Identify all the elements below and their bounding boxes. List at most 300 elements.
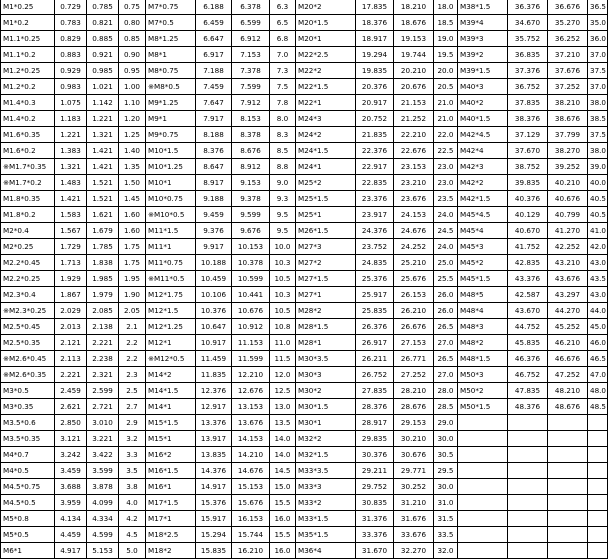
value-cell: 26.376: [356, 319, 394, 335]
value-cell: 20.676: [394, 79, 434, 95]
value-cell: 7.647: [196, 95, 232, 111]
value-cell: 31.376: [356, 511, 394, 527]
value-cell: 10.917: [196, 335, 232, 351]
value-cell: 46.752: [508, 367, 548, 383]
value-cell: 4.5: [119, 527, 146, 543]
value-cell: 1.25: [119, 127, 146, 143]
value-cell: 30.0: [434, 479, 458, 495]
value-cell: 12.210: [232, 367, 270, 383]
value-cell: 2.850: [55, 415, 87, 431]
value-cell: 20.376: [356, 79, 394, 95]
value-cell: 0.90: [119, 47, 146, 63]
thread-size-cell: M1.4*0.2: [1, 111, 55, 127]
value-cell: 0.829: [55, 31, 87, 47]
value-cell: 38.270: [548, 143, 588, 159]
value-cell: 15.294: [196, 527, 232, 543]
thread-size-cell: M8*1.25: [146, 31, 196, 47]
table-row: [1, 143, 608, 159]
value-cell: 1.421: [87, 143, 119, 159]
value-cell: 23.676: [394, 191, 434, 207]
table-row: [1, 319, 608, 335]
thread-size-cell: M10*1.5: [146, 143, 196, 159]
value-cell: 46.210: [548, 335, 588, 351]
value-cell: 22.917: [356, 159, 394, 175]
value-cell: 22.376: [356, 143, 394, 159]
value-cell: 0.883: [55, 47, 87, 63]
value-cell: 2.721: [87, 399, 119, 415]
value-cell: 19.835: [356, 63, 394, 79]
thread-size-cell: [458, 511, 508, 527]
value-cell: 29.835: [356, 431, 394, 447]
value-cell: 45.252: [548, 319, 588, 335]
thread-size-cell: M9*1.25: [146, 95, 196, 111]
value-cell: 13.917: [196, 431, 232, 447]
value-cell: 1.10: [119, 95, 146, 111]
table-row: [1, 383, 608, 399]
value-cell: 11.599: [232, 351, 270, 367]
thread-size-cell: ※M1.7*0.2: [1, 175, 55, 191]
thread-size-cell: M22*2.5: [296, 47, 356, 63]
value-cell: 40.210: [548, 175, 588, 191]
value-cell: 7.378: [232, 63, 270, 79]
value-cell: 36.5: [588, 0, 608, 15]
value-cell: 13.0: [270, 399, 296, 415]
value-cell: 43.5: [588, 271, 608, 287]
thread-size-cell: M14*2: [146, 367, 196, 383]
value-cell: 12.5: [270, 383, 296, 399]
thread-size-cell: M10*1.25: [146, 159, 196, 175]
table-row: [1, 527, 608, 543]
value-cell: 0.885: [87, 31, 119, 47]
thread-size-cell: M7*0.75: [146, 0, 196, 15]
value-cell: 1.679: [87, 223, 119, 239]
value-cell: 43.670: [508, 303, 548, 319]
value-cell: 21.0: [434, 95, 458, 111]
value-cell: 21.835: [356, 127, 394, 143]
thread-size-cell: ※M8*0.5: [146, 79, 196, 95]
value-cell: 43.376: [508, 271, 548, 287]
value-cell: 40.129: [508, 207, 548, 223]
value-cell: 20.210: [394, 63, 434, 79]
value-cell: 15.5: [270, 495, 296, 511]
value-cell: 15.5: [270, 527, 296, 543]
value-cell: 40.5: [588, 207, 608, 223]
thread-size-cell: M12*1.75: [146, 287, 196, 303]
value-cell: 13.835: [196, 447, 232, 463]
value-cell: 3.688: [55, 479, 87, 495]
thread-size-cell: M22*1.5: [296, 79, 356, 95]
value-cell: 6.8: [270, 31, 296, 47]
value-cell: 8.917: [196, 175, 232, 191]
value-cell: 24.376: [356, 223, 394, 239]
value-cell: 37.210: [548, 47, 588, 63]
table-row: [1, 431, 608, 447]
value-cell: 25.917: [356, 287, 394, 303]
value-cell: [588, 463, 608, 479]
value-cell: 7.153: [232, 47, 270, 63]
value-cell: 15.676: [232, 495, 270, 511]
value-cell: 31.670: [356, 543, 394, 559]
value-cell: 4.2: [119, 511, 146, 527]
value-cell: 9.5: [270, 223, 296, 239]
value-cell: 37.835: [508, 95, 548, 111]
value-cell: [548, 447, 588, 463]
thread-size-cell: M1.4*0.3: [1, 95, 55, 111]
table-row: [1, 175, 608, 191]
table-row: [1, 255, 608, 271]
thread-size-cell: M39*3: [458, 31, 508, 47]
value-cell: 22.676: [394, 143, 434, 159]
value-cell: 29.752: [356, 479, 394, 495]
value-cell: 27.0: [434, 335, 458, 351]
value-cell: 37.799: [548, 127, 588, 143]
value-cell: 18.676: [394, 15, 434, 31]
value-cell: [548, 431, 588, 447]
thread-size-cell: M3.5*0.6: [1, 415, 55, 431]
value-cell: 2.9: [119, 415, 146, 431]
value-cell: 38.0: [588, 143, 608, 159]
thread-size-cell: [458, 447, 508, 463]
value-cell: 0.783: [55, 15, 87, 31]
thread-size-cell: [458, 431, 508, 447]
value-cell: [588, 543, 608, 559]
value-cell: 1.021: [87, 79, 119, 95]
value-cell: 2.5: [119, 383, 146, 399]
value-cell: 0.729: [55, 0, 87, 15]
value-cell: 7.917: [196, 111, 232, 127]
thread-size-cell: ※M2.6*0.45: [1, 351, 55, 367]
value-cell: 4.134: [55, 511, 87, 527]
value-cell: 48.210: [548, 383, 588, 399]
value-cell: 7.0: [270, 47, 296, 63]
value-cell: 3.5: [119, 463, 146, 479]
thread-size-cell: M15*1: [146, 431, 196, 447]
value-cell: 21.0: [434, 111, 458, 127]
value-cell: 0.821: [87, 15, 119, 31]
value-cell: 6.3: [270, 0, 296, 15]
thread-size-cell: M39*4: [458, 15, 508, 31]
value-cell: 18.917: [356, 31, 394, 47]
value-cell: 22.0: [434, 127, 458, 143]
value-cell: 37.676: [548, 63, 588, 79]
value-cell: 3.2: [119, 431, 146, 447]
value-cell: 1.60: [119, 207, 146, 223]
value-cell: 15.744: [232, 527, 270, 543]
value-cell: 4.917: [55, 543, 87, 559]
value-cell: 7.599: [232, 79, 270, 95]
value-cell: 42.835: [508, 255, 548, 271]
table-row: [1, 415, 608, 431]
value-cell: 2.459: [55, 383, 87, 399]
thread-size-cell: M8*0.75: [146, 63, 196, 79]
thread-size-cell: M28*1.5: [296, 319, 356, 335]
value-cell: 1.20: [119, 111, 146, 127]
value-cell: 1.985: [87, 271, 119, 287]
thread-size-cell: M32*2: [296, 431, 356, 447]
table-row: [1, 463, 608, 479]
value-cell: 10.599: [232, 271, 270, 287]
thread-size-cell: M24*1: [296, 159, 356, 175]
value-cell: 37.376: [508, 63, 548, 79]
value-cell: 47.252: [548, 367, 588, 383]
value-cell: 10.5: [270, 271, 296, 287]
value-cell: 19.294: [356, 47, 394, 63]
value-cell: 14.917: [196, 479, 232, 495]
value-cell: 36.252: [548, 31, 588, 47]
value-cell: 0.85: [119, 31, 146, 47]
value-cell: 44.270: [548, 303, 588, 319]
value-cell: 2.3: [119, 367, 146, 383]
value-cell: 30.210: [394, 431, 434, 447]
thread-size-cell: M48*5: [458, 287, 508, 303]
value-cell: 1.979: [87, 287, 119, 303]
value-cell: 2.013: [55, 319, 87, 335]
table-row: [1, 351, 608, 367]
value-cell: 28.676: [394, 399, 434, 415]
table-row: [1, 303, 608, 319]
value-cell: 24.252: [394, 239, 434, 255]
value-cell: 25.835: [356, 303, 394, 319]
value-cell: 48.0: [588, 383, 608, 399]
value-cell: 16.153: [232, 511, 270, 527]
thread-size-cell: M25*2: [296, 175, 356, 191]
value-cell: 26.210: [394, 303, 434, 319]
value-cell: 23.210: [394, 175, 434, 191]
value-cell: 1.421: [55, 191, 87, 207]
value-cell: 42.0: [588, 239, 608, 255]
value-cell: 3.121: [55, 431, 87, 447]
value-cell: 48.376: [508, 399, 548, 415]
thread-size-cell: M10*1: [146, 175, 196, 191]
value-cell: 17.835: [356, 0, 394, 15]
thread-size-cell: M27*1: [296, 287, 356, 303]
thread-size-cell: [458, 495, 508, 511]
table-row: [1, 511, 608, 527]
value-cell: 4.459: [55, 527, 87, 543]
table-row: [1, 0, 608, 15]
value-cell: 8.378: [232, 127, 270, 143]
value-cell: 43.0: [588, 287, 608, 303]
value-cell: 26.5: [434, 319, 458, 335]
value-cell: 1.621: [87, 207, 119, 223]
thread-size-cell: [458, 415, 508, 431]
value-cell: 1.521: [87, 191, 119, 207]
value-cell: 43.210: [548, 255, 588, 271]
thread-size-cell: [458, 479, 508, 495]
thread-size-cell: M28*2: [296, 303, 356, 319]
thread-size-cell: M24*2: [296, 127, 356, 143]
value-cell: 10.0: [270, 239, 296, 255]
table-row: [1, 111, 608, 127]
table-row: [1, 399, 608, 415]
table-row: [1, 271, 608, 287]
table-row: [1, 207, 608, 223]
value-cell: 39.252: [548, 159, 588, 175]
value-cell: 28.376: [356, 399, 394, 415]
value-cell: 6.188: [196, 0, 232, 15]
value-cell: 14.376: [196, 463, 232, 479]
value-cell: 1.35: [119, 159, 146, 175]
value-cell: 28.5: [434, 399, 458, 415]
value-cell: [588, 415, 608, 431]
value-cell: 43.0: [588, 255, 608, 271]
thread-size-cell: M33*2: [296, 495, 356, 511]
value-cell: 8.153: [232, 111, 270, 127]
thread-size-cell: M40*2: [458, 95, 508, 111]
value-cell: 10.459: [196, 271, 232, 287]
value-cell: 47.0: [588, 367, 608, 383]
value-cell: 0.95: [119, 63, 146, 79]
value-cell: 26.0: [434, 303, 458, 319]
value-cell: 15.376: [196, 495, 232, 511]
table-row: [1, 79, 608, 95]
value-cell: 2.7: [119, 399, 146, 415]
value-cell: 10.188: [196, 255, 232, 271]
value-cell: 1.221: [87, 111, 119, 127]
thread-size-cell: M30*1.5: [296, 399, 356, 415]
table-row: [1, 31, 608, 47]
value-cell: 3.422: [87, 447, 119, 463]
thread-size-cell: M45*1.5: [458, 271, 508, 287]
thread-size-cell: M10*0.75: [146, 191, 196, 207]
table-body: [1, 0, 608, 559]
value-cell: 43.297: [548, 287, 588, 303]
value-cell: 27.252: [394, 367, 434, 383]
table-row: [1, 335, 608, 351]
thread-size-cell: M27*1.5: [296, 271, 356, 287]
value-cell: 37.129: [508, 127, 548, 143]
value-cell: 36.376: [508, 0, 548, 15]
value-cell: 45.0: [588, 319, 608, 335]
thread-size-cell: M50*1.5: [458, 399, 508, 415]
thread-size-cell: M1.6*0.2: [1, 143, 55, 159]
thread-size-cell: M30*2: [296, 383, 356, 399]
value-cell: 28.0: [434, 383, 458, 399]
thread-size-cell: M3*0.35: [1, 399, 55, 415]
value-cell: 29.771: [394, 463, 434, 479]
value-cell: 11.0: [270, 335, 296, 351]
thread-size-cell: M9*0.75: [146, 127, 196, 143]
value-cell: [508, 447, 548, 463]
thread-size-cell: M4.5*0.5: [1, 495, 55, 511]
value-cell: 10.676: [232, 303, 270, 319]
value-cell: 15.153: [232, 479, 270, 495]
value-cell: [548, 543, 588, 559]
table-row: [1, 223, 608, 239]
value-cell: [548, 463, 588, 479]
thread-size-cell: M48*3: [458, 319, 508, 335]
value-cell: 26.771: [394, 351, 434, 367]
table-row: [1, 287, 608, 303]
value-cell: 22.210: [394, 127, 434, 143]
value-cell: 47.835: [508, 383, 548, 399]
thread-size-cell: M42*1.5: [458, 191, 508, 207]
thread-size-cell: M2.5*0.35: [1, 335, 55, 351]
value-cell: 2.2: [119, 351, 146, 367]
value-cell: 27.835: [356, 383, 394, 399]
value-cell: 12.917: [196, 399, 232, 415]
value-cell: 11.459: [196, 351, 232, 367]
thread-size-cell: M45*2: [458, 255, 508, 271]
value-cell: 0.80: [119, 15, 146, 31]
value-cell: 10.5: [270, 303, 296, 319]
value-cell: 6.459: [196, 15, 232, 31]
thread-size-cell: M14*1.5: [146, 383, 196, 399]
value-cell: 41.0: [588, 223, 608, 239]
value-cell: 38.376: [508, 111, 548, 127]
value-cell: 11.835: [196, 367, 232, 383]
value-cell: 24.676: [394, 223, 434, 239]
thread-size-cell: M9*1: [146, 111, 196, 127]
value-cell: 3.459: [55, 463, 87, 479]
value-cell: 0.921: [87, 47, 119, 63]
value-cell: 10.3: [270, 287, 296, 303]
value-cell: 41.270: [548, 223, 588, 239]
value-cell: 46.0: [588, 335, 608, 351]
value-cell: 1.075: [55, 95, 87, 111]
value-cell: 3.8: [119, 479, 146, 495]
thread-size-cell: M8*1: [146, 47, 196, 63]
value-cell: 22.5: [434, 143, 458, 159]
value-cell: 33.5: [434, 527, 458, 543]
value-cell: 30.376: [356, 447, 394, 463]
value-cell: 18.376: [356, 15, 394, 31]
value-cell: 13.153: [232, 399, 270, 415]
value-cell: 34.670: [508, 15, 548, 31]
value-cell: 2.238: [87, 351, 119, 367]
value-cell: 16.0: [270, 511, 296, 527]
thread-size-cell: M2*0.4: [1, 223, 55, 239]
thread-size-cell: M6*1: [1, 543, 55, 559]
thread-size-cell: M39*1.5: [458, 63, 508, 79]
value-cell: 0.785: [87, 0, 119, 15]
value-cell: 40.676: [548, 191, 588, 207]
value-cell: 23.5: [434, 191, 458, 207]
table-row: [1, 47, 608, 63]
value-cell: 31.210: [394, 495, 434, 511]
thread-size-cell: M30*1: [296, 415, 356, 431]
table-row: [1, 495, 608, 511]
value-cell: 8.676: [232, 143, 270, 159]
value-cell: 10.8: [270, 319, 296, 335]
thread-size-cell: M48*1.5: [458, 351, 508, 367]
value-cell: 0.985: [87, 63, 119, 79]
value-cell: 46.5: [588, 351, 608, 367]
thread-size-cell: ※M1.7*0.35: [1, 159, 55, 175]
value-cell: 33.376: [356, 527, 394, 543]
value-cell: 19.5: [434, 47, 458, 63]
value-cell: 2.1: [119, 319, 146, 335]
thread-size-cell: M42*4: [458, 143, 508, 159]
value-cell: 30.0: [434, 431, 458, 447]
thread-size-cell: M24*3: [296, 111, 356, 127]
value-cell: 9.0: [270, 175, 296, 191]
value-cell: 3.242: [55, 447, 87, 463]
value-cell: 1.321: [87, 127, 119, 143]
value-cell: 2.221: [87, 335, 119, 351]
table-row: [1, 239, 608, 255]
value-cell: 10.378: [232, 255, 270, 271]
value-cell: 26.5: [434, 351, 458, 367]
value-cell: 13.5: [270, 415, 296, 431]
thread-size-cell: M5*0.5: [1, 527, 55, 543]
value-cell: 16.0: [270, 543, 296, 559]
value-cell: 40.0: [588, 175, 608, 191]
value-cell: [588, 495, 608, 511]
value-cell: [588, 447, 608, 463]
value-cell: 37.0: [588, 79, 608, 95]
value-cell: 0.983: [55, 79, 87, 95]
